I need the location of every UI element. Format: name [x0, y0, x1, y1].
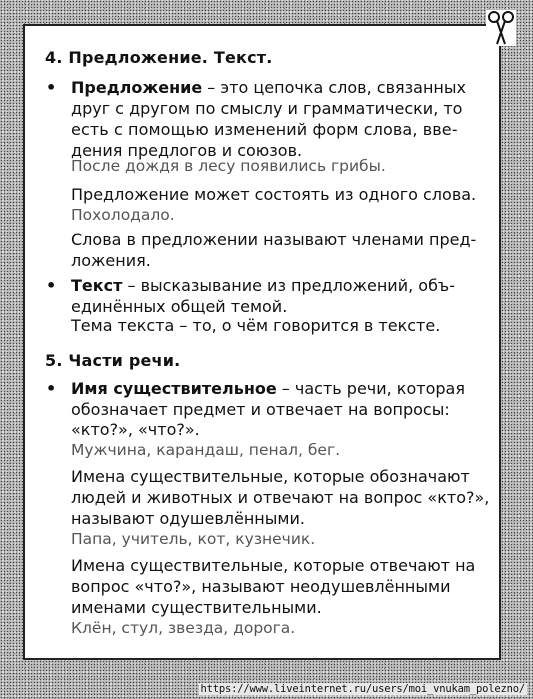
note-line: Предложение может состоять из одного слова.	[71, 185, 477, 204]
note-line: называют одушевлёнными.	[71, 509, 305, 528]
bullet: •	[46, 276, 57, 295]
bullet: •	[46, 78, 57, 97]
definition-line: Тема текста – то, о чём говорится в тексте.	[71, 316, 441, 335]
example: Мужчина, карандаш, пенал, бег.	[71, 441, 341, 459]
definition-line	[71, 119, 489, 140]
note-line: Слова в предложении называют членами пред-	[71, 230, 477, 249]
text-span: – часть речи, которая	[276, 379, 465, 398]
note-line: Имена существительные, которые обозначают	[71, 467, 470, 486]
section-5-title: 5. Части речи.	[45, 351, 181, 370]
term-sentence: Предложение	[71, 78, 203, 97]
text-span: дения предлогов и союзов.	[71, 141, 303, 160]
text-span: друг с другом по смыслу и грамматически, то	[71, 99, 463, 118]
definition-line: обозначает предмет и отвечает на вопросы:	[71, 400, 450, 419]
text-span: – это цепочка слов, связанных	[202, 78, 466, 97]
term-text: Текст	[71, 276, 123, 295]
note-line: вопрос «что?», называют неодушевлёнными	[71, 577, 451, 596]
note-line: Имена существительные, которые отвечают на	[71, 556, 476, 575]
definition-line	[71, 378, 489, 399]
note-line: именами существительными.	[71, 598, 322, 617]
definition-line	[71, 98, 489, 119]
scissors-icon	[486, 10, 516, 46]
note-line: людей и животных и отвечают на вопрос «кто?»,	[71, 488, 490, 507]
definition-line	[71, 275, 489, 296]
definition-line: единённых общей темой.	[71, 297, 288, 316]
example: Папа, учитель, кот, кузнечик.	[71, 530, 316, 548]
bullet: •	[46, 379, 57, 398]
section-4-title: 4. Предложение. Текст.	[45, 48, 273, 67]
text-span: – высказывание из предложений, объ-	[122, 276, 456, 295]
text-span: есть с помощью изменений форм слова, вве-	[71, 120, 458, 139]
example: После дождя в лесу появились грибы.	[71, 157, 386, 175]
example: Клён, стул, звезда, дорога.	[71, 619, 296, 637]
term-noun: Имя существительное	[71, 379, 277, 398]
content-card	[23, 24, 501, 660]
definition-line	[71, 77, 489, 98]
definition-line: «кто?», «что?».	[71, 420, 200, 439]
example: Похолодало.	[71, 206, 175, 224]
source-url: https://www.liveinternet.ru/users/moi_vnukam_polezno/	[200, 683, 525, 695]
note-line: ложения.	[71, 251, 151, 270]
